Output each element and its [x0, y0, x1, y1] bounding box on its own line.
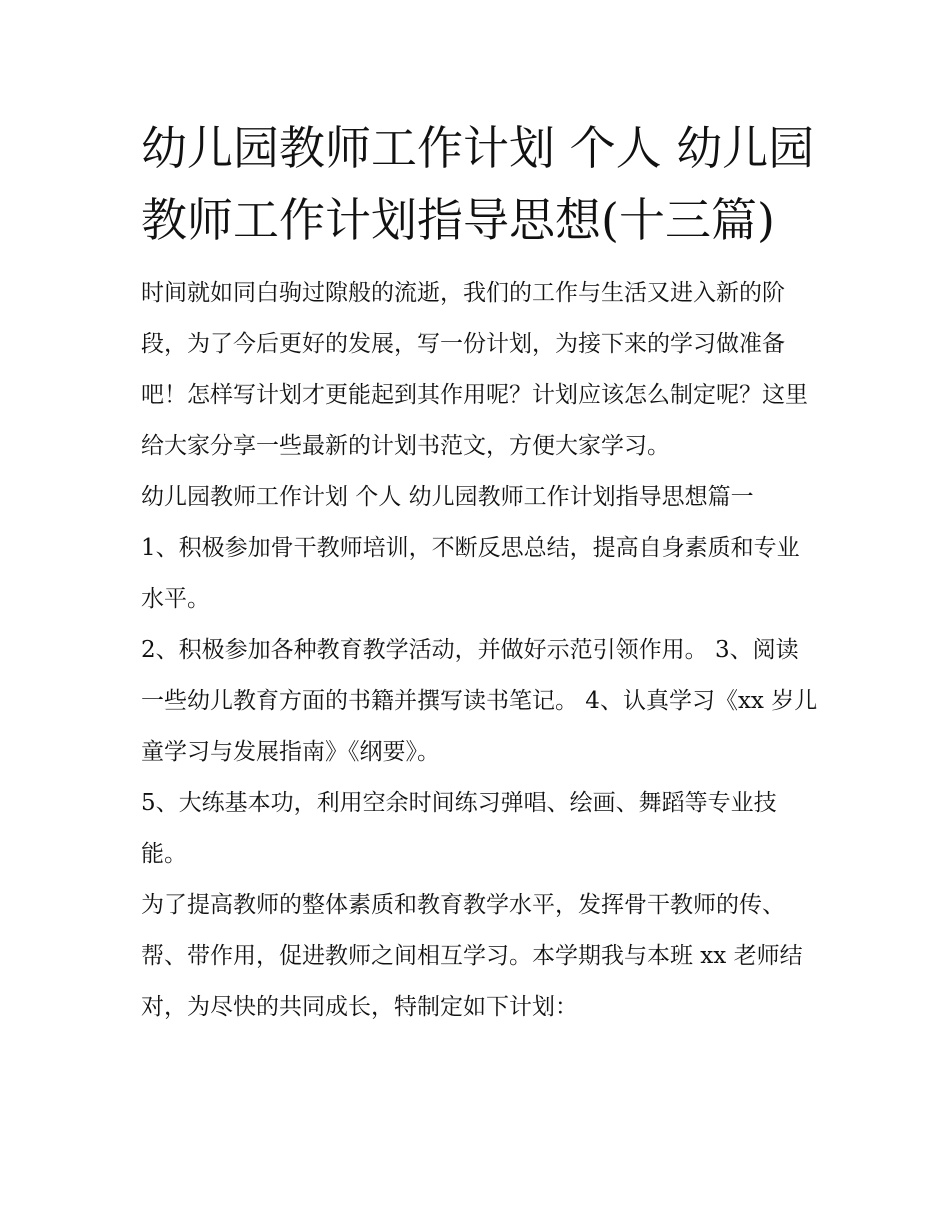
document-page — [141, 112, 821, 1033]
list-item: 5、大练基本功，利用空余时间练习弹唱、绘画、舞蹈等专业技能。 — [141, 790, 777, 867]
document-title: 幼儿园教师工作计划 个人 幼儿园教师工作计划指导思想(十三篇) — [141, 121, 815, 247]
list-item: 1、积极参加骨干教师培训，不断反思总结，提高自身素质和专业水平。 — [141, 535, 800, 612]
section-heading: 幼儿园教师工作计划 个人 幼儿园教师工作计划指导思想篇一 — [141, 484, 754, 510]
list-item: 2、积极参加各种教育教学活动，并做好示范引领作用。 3、阅读一些幼儿教育方面的书籍并撰写读书笔记。 4、认真学习《xx 岁儿童学习与发展指南》《纲要》。 — [141, 637, 818, 765]
intro-paragraph: 时间就如同白驹过隙般的流逝，我们的工作与生活又进入新的阶段，为了今后更好的发展，写一份计划，为接下来的学习做准备吧！怎样写计划才更能起到其作用呢？计划应该怎么制定呢？这里给大家分享一些最新的计划书范文，方便大家学习。 — [141, 280, 808, 459]
closing-paragraph: 为了提高教师的整体素质和教育教学水平，发挥骨干教师的传、帮、带作用，促进教师之间相互学习。本学期我与本班 xx 老师结对，为尽快的共同成长，特制定如下计划： — [141, 892, 803, 1020]
document-body — [141, 268, 821, 1033]
